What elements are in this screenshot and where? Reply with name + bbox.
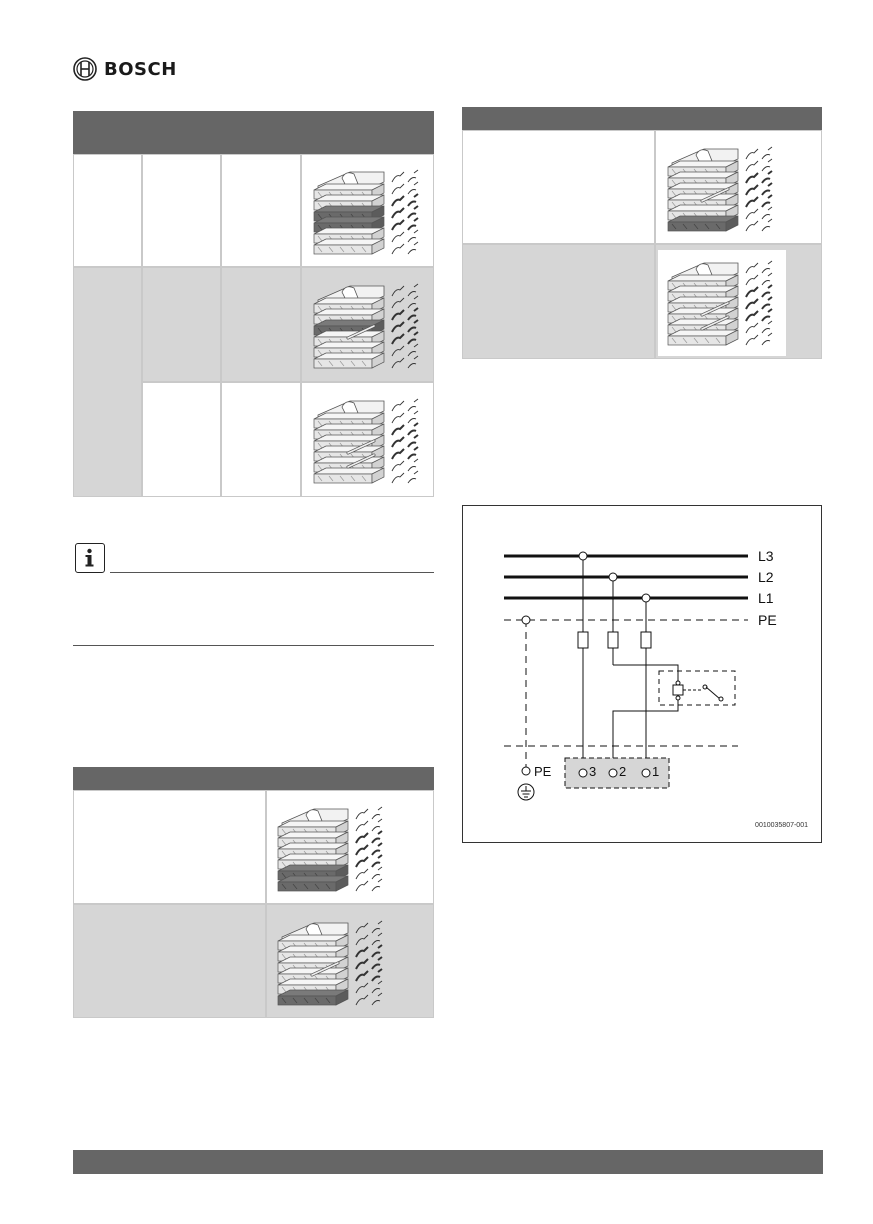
switch-box-dashed: [659, 671, 735, 705]
pe-terminal-label: PE: [534, 764, 552, 779]
l3-junction: [579, 552, 587, 560]
figure-id: 0010035807-001: [755, 822, 808, 829]
relay-contact-top: [676, 681, 680, 685]
connector-slab: [314, 353, 384, 368]
switch-contact: [719, 697, 723, 701]
l2-junction: [609, 573, 617, 581]
relay-coil: [673, 685, 683, 695]
table-3-header-cell-2: [655, 107, 822, 130]
table-1-row-2-cell-2: [142, 267, 221, 382]
pe-terminal: [522, 767, 530, 775]
connector-slab: [668, 330, 738, 345]
table-3-header-cell-1: [462, 107, 655, 130]
bosch-logo: [73, 55, 177, 83]
table-2-header-cell-1: [73, 767, 266, 790]
connector-slab: [278, 876, 348, 891]
label-l1: L1: [758, 590, 774, 606]
fuse-l3: [578, 632, 588, 648]
terminal-3: [579, 769, 587, 777]
table-1-header-cell-1: [73, 111, 142, 154]
connector-illustration-7: [662, 251, 782, 355]
table-1-row-2-cell-1: [73, 267, 142, 497]
connector-slab: [314, 468, 384, 483]
connector-slab: [668, 216, 738, 231]
wiring-diagram: [462, 505, 822, 843]
label-l3: L3: [758, 548, 774, 564]
fuse-l2: [608, 632, 618, 648]
terminal-1: [642, 769, 650, 777]
terminal-2: [609, 769, 617, 777]
connector-slab: [314, 239, 384, 254]
connector-illustration-5: [272, 911, 392, 1015]
table-1-row-1-cell-3: [221, 154, 301, 267]
brand-name: BOSCH: [104, 58, 177, 80]
connector-slab: [278, 990, 348, 1005]
terminal-label-2: 2: [619, 764, 627, 779]
bosch-armature-icon: [73, 57, 97, 81]
table-3-row-2-cell-1: [462, 244, 655, 359]
connector-illustration-3: [308, 389, 428, 493]
terminal-label-3: 3: [589, 764, 597, 779]
footer-bar: [73, 1150, 823, 1174]
table-3-row-1-cell-1: [462, 130, 655, 244]
switch-blade: [706, 687, 720, 699]
connector-illustration-6: [662, 137, 782, 241]
table-1-row-1-cell-1: [73, 154, 142, 267]
info-top-rule: [110, 572, 434, 573]
table-1-row-2-cell-3: [221, 267, 301, 382]
label-pe: PE: [758, 612, 777, 628]
connector-illustration-4: [272, 797, 392, 901]
connector-illustration-2: [308, 274, 428, 378]
table-1-header-cell-2: [142, 111, 221, 154]
connector-illustration-1: [308, 160, 428, 264]
label-l2: L2: [758, 569, 774, 585]
ground-symbol-icon: [518, 784, 534, 800]
terminal-label-1: 1: [652, 764, 660, 779]
relay-contact-bottom: [676, 696, 680, 700]
table-2-row-2-cell-1: [73, 904, 266, 1018]
table-2-header-cell-2: [266, 767, 434, 790]
table-1-row-1-cell-2: [142, 154, 221, 267]
table-1-header-cell-4: [301, 111, 434, 154]
info-icon: [75, 543, 105, 573]
table-1-header-cell-3: [221, 111, 301, 154]
pe-junction: [522, 616, 530, 624]
table-2-row-1-cell-1: [73, 790, 266, 904]
table-1-row-3-cell-3: [221, 382, 301, 497]
table-1-row-3-cell-2: [142, 382, 221, 497]
fuse-l1: [641, 632, 651, 648]
info-bottom-rule: [73, 645, 434, 646]
l1-junction: [642, 594, 650, 602]
